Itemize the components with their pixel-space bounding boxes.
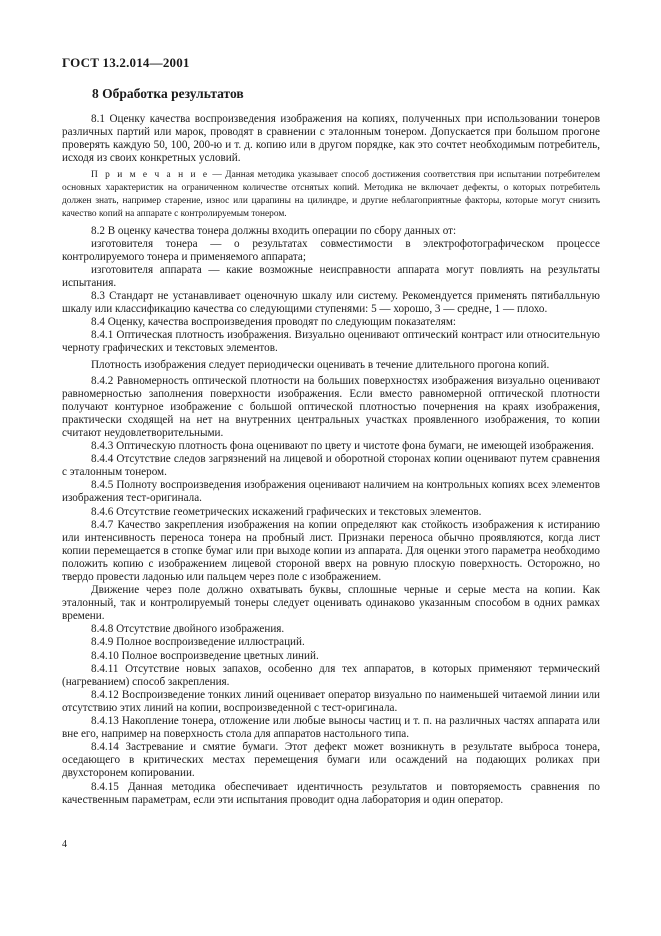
paragraph-8-4-14: 8.4.14 Застревание и смятие бумаги. Этот дефект может возникнуть в результате выброса тонера, оседающего в критических местах перемещения бумаги или осаждений на подающих роликах при двухсторонем копировании.: [62, 741, 600, 780]
paragraph-8-4: 8.4 Оценку, качества воспроизведения проводят по следующим показателям:: [91, 316, 456, 329]
paragraph-8-4-8: 8.4.8 Отсутствие двойного изображения.: [91, 623, 285, 636]
paragraph-8-4-4: 8.4.4 Отсутствие следов загрязнений на лицевой и оборотной сторонах копии оценивают путем сравнения с эталонным тонером.: [62, 453, 600, 479]
paragraph-8-1: 8.1 Оценку качества воспроизведения изображения на копиях, полученных при использовании тонеров различных партий или марок, проводят в сравнении с эталонным тонером. Допускается при большом прогоне проверять каждую 50, 100, 200-ю и т. д. копию или в другом порядке, как это сочтет необходимым потребитель, исходя из своих конкретных условий.: [62, 113, 600, 165]
document-header: ГОСТ 13.2.014—2001: [62, 55, 190, 70]
section-title: 8 Обработка результатов: [92, 86, 244, 101]
paragraph-8-2-device-maker: изготовителя аппарата — какие возможные неисправности аппарата могут повлиять на результаты испытания.: [62, 263, 600, 289]
paragraph-8-4-10: 8.4.10 Полное воспроизведение цветных линий.: [91, 649, 319, 662]
page-number: 4: [62, 839, 67, 850]
note-paragraph: [62, 169, 600, 220]
paragraph-8-4-12: 8.4.12 Воспроизведение тонких линий оценивает оператор визуально по наименьшей читаемой линии или отсутствию этих линий на копии, воспроизведенной с тест-оригинала.: [62, 688, 600, 714]
paragraph-8-4-7: 8.4.7 Качество закрепления изображения на копии определяют как стойкость изображения к истиранию или интенсивность переноса тонера на пробный лист. Признаки переноса обычно проявляются, когда лист копии перемещается в стопке бумаг или при выходе копии из аппарата. Для оценки этого параметра необходимо положить копию с изображением лицевой стороной вверх на ровную плоскую поверхность. Осторожно, но твердо провести ладонью или пальцем через поле с изображением.: [62, 518, 600, 583]
paragraph-8-4-6: 8.4.6 Отсутствие геометрических искажений графических и текстовых элементов.: [91, 505, 482, 518]
paragraph-8-4-5: 8.4.5 Полноту воспроизведения изображения оценивают наличием на контрольных копиях всех элементов изображения тест-оригинала.: [62, 479, 600, 505]
paragraph-8-4-1: 8.4.1 Оптическая плотность изображения. Визуально оценивают оптический контраст или относительную черноту графических и текстовых элементов.: [62, 329, 600, 355]
paragraph-8-4-11: 8.4.11 Отсутствие новых запахов, особенно для тех аппаратов, в которых применяют термический (нагреванием) способ закрепления.: [62, 662, 600, 688]
note-label: П р и м е ч а н и е: [91, 170, 210, 181]
document-body: [62, 113, 600, 807]
paragraph-8-4-15: 8.4.15 Данная методика обеспечивает идентичность результатов и повторяемость сравнения по качественным параметрам, если эти испытания проводит одна лаборатория и один оператор.: [62, 780, 600, 806]
paragraph-8-4-7-motion: Движение через поле должно охватывать буквы, сплошные черные и серые места на копии. Как эталонный, так и контролируемый тонеры следует оценивать одинаково указанным способом в одних рамках времени.: [62, 584, 600, 623]
paragraph-8-4-13: 8.4.13 Накопление тонера, отложение или любые выносы частиц и т. п. на различных частях аппарата или вне его, например на поверхность стола для аппаратов настольного типа.: [62, 715, 600, 741]
paragraph-8-4-3: 8.4.3 Оптическую плотность фона оценивают по цвету и чистоте фона бумаги, не имеющей изображения.: [91, 440, 594, 453]
paragraph-8-4-9: 8.4.9 Полное воспроизведение иллюстраций.: [91, 636, 305, 649]
paragraph-8-2: 8.2 В оценку качества тонера должны входить операции по сбору данных от:: [91, 224, 457, 237]
paragraph-8-4-2: 8.4.2 Равномерность оптической плотности на больших поверхностях изображения визуально оценивают равномерностью заполнения поверхности изображения. Если вместо равномерной оптической плотности получают контурное изображение с большой оптической плотностью почернения на краях изображения, практически сходящей на нет на внутренних центральных участках проявленного изображения, то копии считают неудовлетворительными.: [62, 374, 600, 439]
paragraph-8-2-toner-maker: изготовителя тонера — о результатах совместимости в электрофотографическом процессе контролируемого тонера и применяемого аппарата;: [62, 237, 600, 263]
paragraph-8-3: 8.3 Стандарт не устанавливает оценочную шкалу или систему. Рекомендуется применять пятибалльную шкалу или классификацию качества со следующими ступенями: 5 — хорошо, 3 — средне, 1 — плохо.: [62, 290, 600, 316]
paragraph-8-4-1-density: Плотность изображения следует периодически оценивать в течение длительного прогона копий.: [91, 358, 550, 371]
note-text: — Данная методика указывает способ достижения соответствия при испытании потребителем основных характеристик на ограниченном количестве отснятых копий. Методика не включает дефекты, о которых потребитель должен знать, например старение, износ или царапины на цилиндре, и другие неблагоприятные факторы, которые могут снизить качество копий на аппарате с контролируемым тонером.: [62, 170, 601, 219]
